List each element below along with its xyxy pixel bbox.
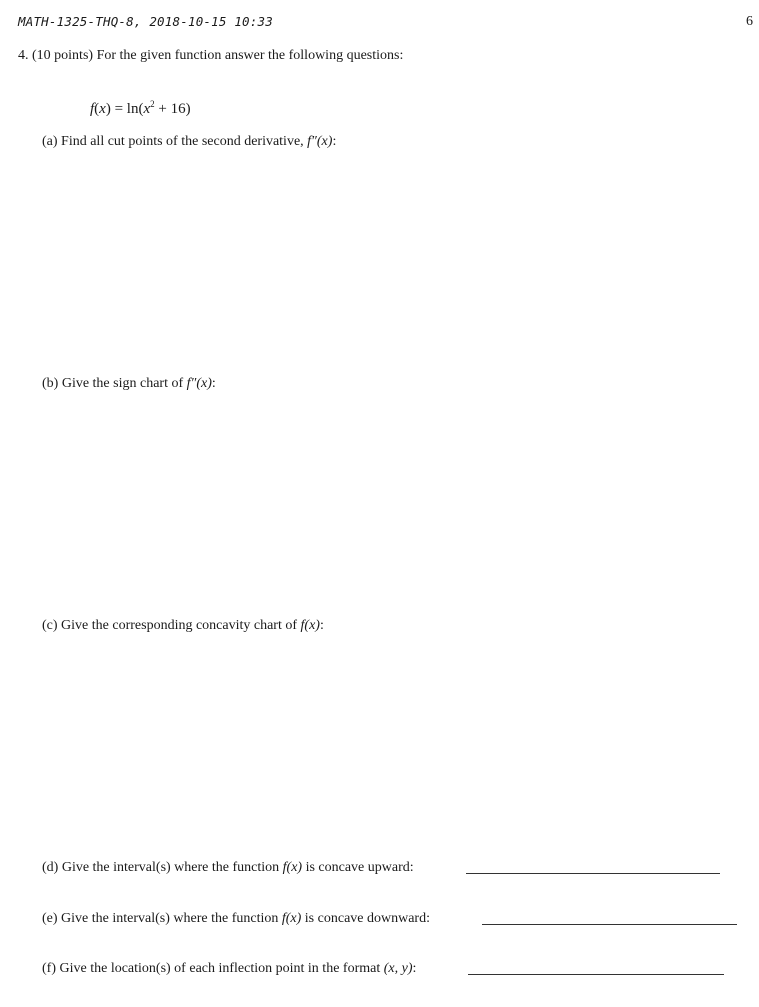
part-d [42,860,414,876]
formula-power: 2 [150,99,155,109]
part-text: Give the interval(s) where the function [61,911,279,926]
part-label: (b) [42,376,59,391]
exam-header: MATH-1325-THQ-8, 2018-10-15 10:33 [18,14,273,29]
formula-var-2: x [143,101,151,117]
part-label: (f) [42,961,56,976]
question-line [18,48,403,64]
part-label: (d) [42,860,59,875]
part-f [42,961,416,977]
part-text-after: : [211,376,216,391]
part-text-after: is concave downward: [304,911,430,926]
part-text-after: is concave upward: [305,860,414,875]
page-number: 6 [746,14,753,29]
part-label: (c) [42,618,58,633]
part-text-after: : [332,134,337,149]
part-label: (e) [42,911,58,926]
part-text: Give the sign chart of [61,376,184,391]
answer-line-d[interactable] [466,873,720,874]
part-text: Give the corresponding concavity chart of [61,618,298,633]
part-math: f(x) [300,618,320,633]
part-e [42,911,430,927]
part-math: (x, y) [383,961,413,976]
answer-line-f[interactable] [468,974,724,975]
function-formula: $f(x) = \ln(x^2 + 16)$ [90,99,191,117]
part-math: f″(x) [186,376,212,391]
part-b [42,376,216,392]
part-text: Give the interval(s) where the function [61,860,280,875]
formula-rhs-post: + 16) [158,101,191,117]
part-text: Give the location(s) of each inflection point in the format [59,961,381,976]
question-points: (10 points) [32,48,94,63]
answer-line-e[interactable] [482,924,737,925]
question-number: 4. [18,48,29,63]
formula-var: x [99,101,106,117]
part-label: (a) [42,134,58,149]
part-text-after: : [319,618,324,633]
part-c [42,618,324,634]
formula-rhs-pre: = ln( [114,101,144,117]
formula-f: f [90,101,95,117]
part-math: f(x) [281,911,302,926]
part-math: f(x) [282,860,303,875]
part-math: f″(x) [307,134,333,149]
question-prompt: For the given function answer the following questions: [96,48,404,63]
part-text-after: : [412,961,417,976]
part-text: Find all cut points of the second derivative, [61,134,304,149]
part-a [42,134,336,150]
